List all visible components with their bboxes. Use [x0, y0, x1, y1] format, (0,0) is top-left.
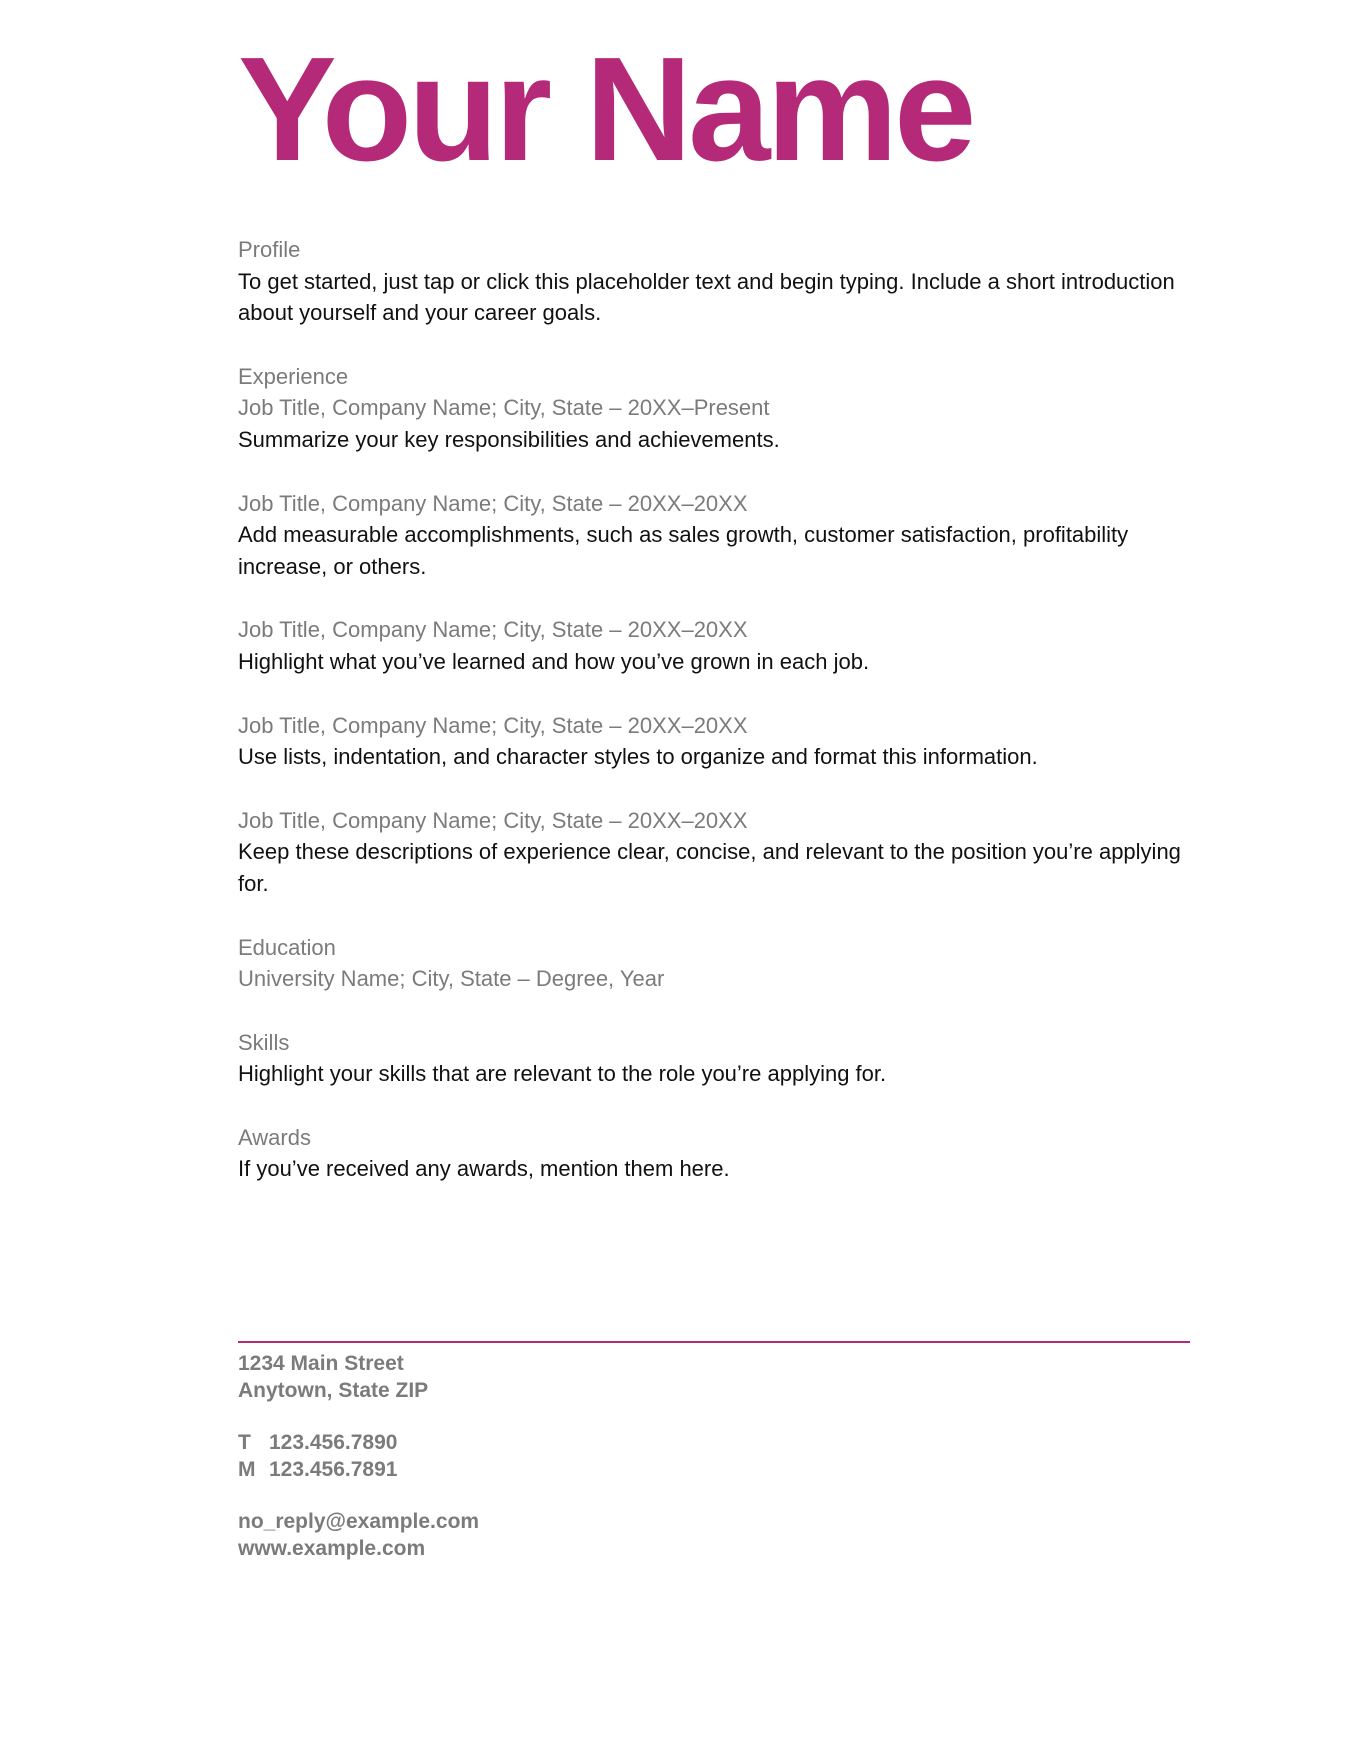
job-entry [238, 392, 1190, 455]
skills-text[interactable]: Highlight your skills that are relevant to the role you’re applying for. [238, 1061, 887, 1087]
job-entry [238, 805, 1190, 900]
job-title[interactable]: Job Title, Company Name; City, State – 20XX–20XX [238, 617, 748, 643]
address-line-2[interactable]: Anytown, State ZIP [238, 1378, 429, 1402]
name-title[interactable]: Your Name [238, 27, 973, 192]
job-description[interactable]: Summarize your key responsibilities and achievements. [238, 426, 780, 452]
address-block [238, 1351, 1190, 1404]
experience-section [238, 361, 1190, 900]
job-title[interactable]: Job Title, Company Name; City, State – 20XX–20XX [238, 712, 748, 738]
phone-block [238, 1430, 1190, 1483]
job-entry [238, 488, 1190, 583]
mobile-number[interactable]: 123.456.7891 [269, 1457, 398, 1481]
skills-section [238, 1027, 1190, 1090]
job-description[interactable]: Highlight what you’ve learned and how you’ve grown in each job. [238, 648, 870, 674]
profile-text[interactable]: To get started, just tap or click this placeholder text and begin typing. Include a short introduction about yourself and your career goals. [238, 268, 1175, 326]
mobile-row [238, 1457, 1190, 1484]
website-url[interactable]: www.example.com [238, 1536, 426, 1560]
education-text[interactable]: University Name; City, State – Degree, Year [238, 966, 665, 992]
awards-heading: Awards [238, 1124, 311, 1150]
email-address[interactable]: no_reply@example.com [238, 1510, 480, 1533]
education-heading: Education [238, 934, 336, 960]
footer-divider [238, 1341, 1190, 1343]
job-title[interactable]: Job Title, Company Name; City, State – 20XX–20XX [238, 490, 748, 516]
contact-footer [238, 1341, 1190, 1588]
experience-heading: Experience [238, 363, 349, 389]
job-description[interactable]: Use lists, indentation, and character styles to organize and format this information. [238, 744, 1038, 770]
profile-heading: Profile [238, 237, 301, 262]
profile-section [238, 234, 1190, 329]
phone-row [238, 1430, 1190, 1457]
job-entry [238, 614, 1190, 677]
awards-section [238, 1122, 1190, 1185]
web-block [238, 1509, 1190, 1562]
skills-heading: Skills [238, 1029, 290, 1055]
resume-body [238, 234, 1190, 1217]
awards-text[interactable]: If you’ve received any awards, mention them here. [238, 1156, 730, 1182]
job-description[interactable]: Add measurable accomplishments, such as sales growth, customer satisfaction, profitability increase, or others. [238, 522, 1129, 579]
job-title[interactable]: Job Title, Company Name; City, State – 20XX–Present [238, 395, 770, 421]
job-title[interactable]: Job Title, Company Name; City, State – 20XX–20XX [238, 807, 748, 833]
mobile-label: M [238, 1457, 256, 1481]
phone-label: T [238, 1431, 251, 1454]
address-line-1[interactable]: 1234 Main Street [238, 1352, 404, 1375]
education-section [238, 932, 1190, 995]
job-entry [238, 710, 1190, 773]
phone-number[interactable]: 123.456.7890 [269, 1431, 398, 1454]
job-description[interactable]: Keep these descriptions of experience clear, concise, and relevant to the position you’re applying for. [238, 839, 1181, 896]
